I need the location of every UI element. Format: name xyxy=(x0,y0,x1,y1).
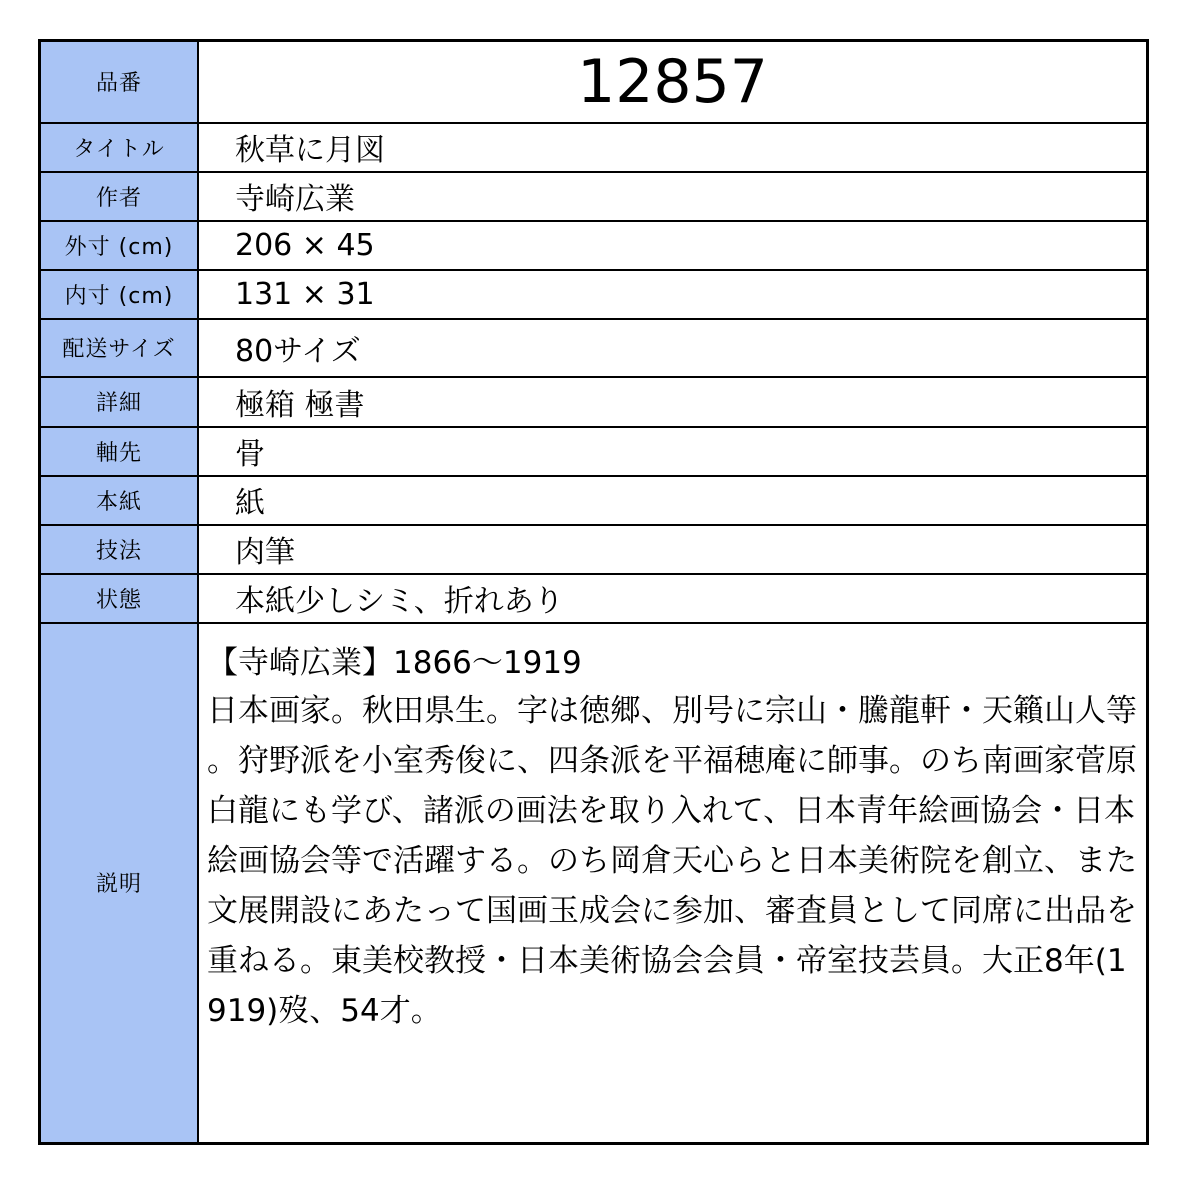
medium-label: 本紙 xyxy=(40,476,199,525)
row-item-number xyxy=(40,41,1148,123)
row-medium xyxy=(40,476,1148,525)
row-details xyxy=(40,377,1148,427)
inner-size-value: 131 × 31 xyxy=(198,270,1148,319)
outer-size-value: 206 × 45 xyxy=(198,221,1148,270)
medium-value: 紙 xyxy=(198,476,1148,525)
row-title xyxy=(40,123,1148,172)
title-value: 秋草に月図 xyxy=(198,123,1148,172)
roller-ends-label: 軸先 xyxy=(40,427,199,476)
artist-label: 作者 xyxy=(40,172,199,221)
item-spec-table xyxy=(38,39,1149,1145)
description-label: 説明 xyxy=(40,623,199,1144)
row-outer-size xyxy=(40,221,1148,270)
row-artist xyxy=(40,172,1148,221)
row-shipping-size xyxy=(40,319,1148,377)
row-technique xyxy=(40,525,1148,574)
row-condition xyxy=(40,574,1148,623)
details-label: 詳細 xyxy=(40,377,199,427)
description-heading: 【寺崎広業】1866〜1919 xyxy=(207,644,582,681)
shipping-size-value: 80サイズ xyxy=(198,319,1148,377)
condition-value: 本紙少しシミ、折れあり xyxy=(198,574,1148,623)
item-number-value: 12857 xyxy=(198,41,1148,123)
roller-ends-value: 骨 xyxy=(198,427,1148,476)
row-inner-size xyxy=(40,270,1148,319)
row-description xyxy=(40,623,1148,1144)
inner-size-label: 内寸 (cm) xyxy=(40,270,199,319)
description-body: 日本画家。秋田県生。字は徳郷、別号に宗山・騰龍軒・天籟山人等。狩野派を小室秀俊に、四条派を平福穂庵に師事。のち南画家菅原白龍にも学び、諸派の画法を取り入れて、日本青年絵画協会・日本絵画協会等で活躍する。のち岡倉天心らと日本美術院を創立、また文展開設にあたって国画玉成会に参加、審査員として同席に出品を重ねる。東美校教授・日本美術協会会員・帝室技芸員。大正8年(1919)歿、54才。 xyxy=(207,692,1137,1029)
item-number-label: 品番 xyxy=(40,41,199,123)
details-value: 極箱 極書 xyxy=(198,377,1148,427)
shipping-size-label: 配送サイズ xyxy=(40,319,199,377)
artist-value: 寺崎広業 xyxy=(198,172,1148,221)
title-label: タイトル xyxy=(40,123,199,172)
row-roller-ends xyxy=(40,427,1148,476)
condition-label: 状態 xyxy=(40,574,199,623)
technique-label: 技法 xyxy=(40,525,199,574)
technique-value: 肉筆 xyxy=(198,525,1148,574)
outer-size-label: 外寸 (cm) xyxy=(40,221,199,270)
description-value xyxy=(198,623,1148,1144)
